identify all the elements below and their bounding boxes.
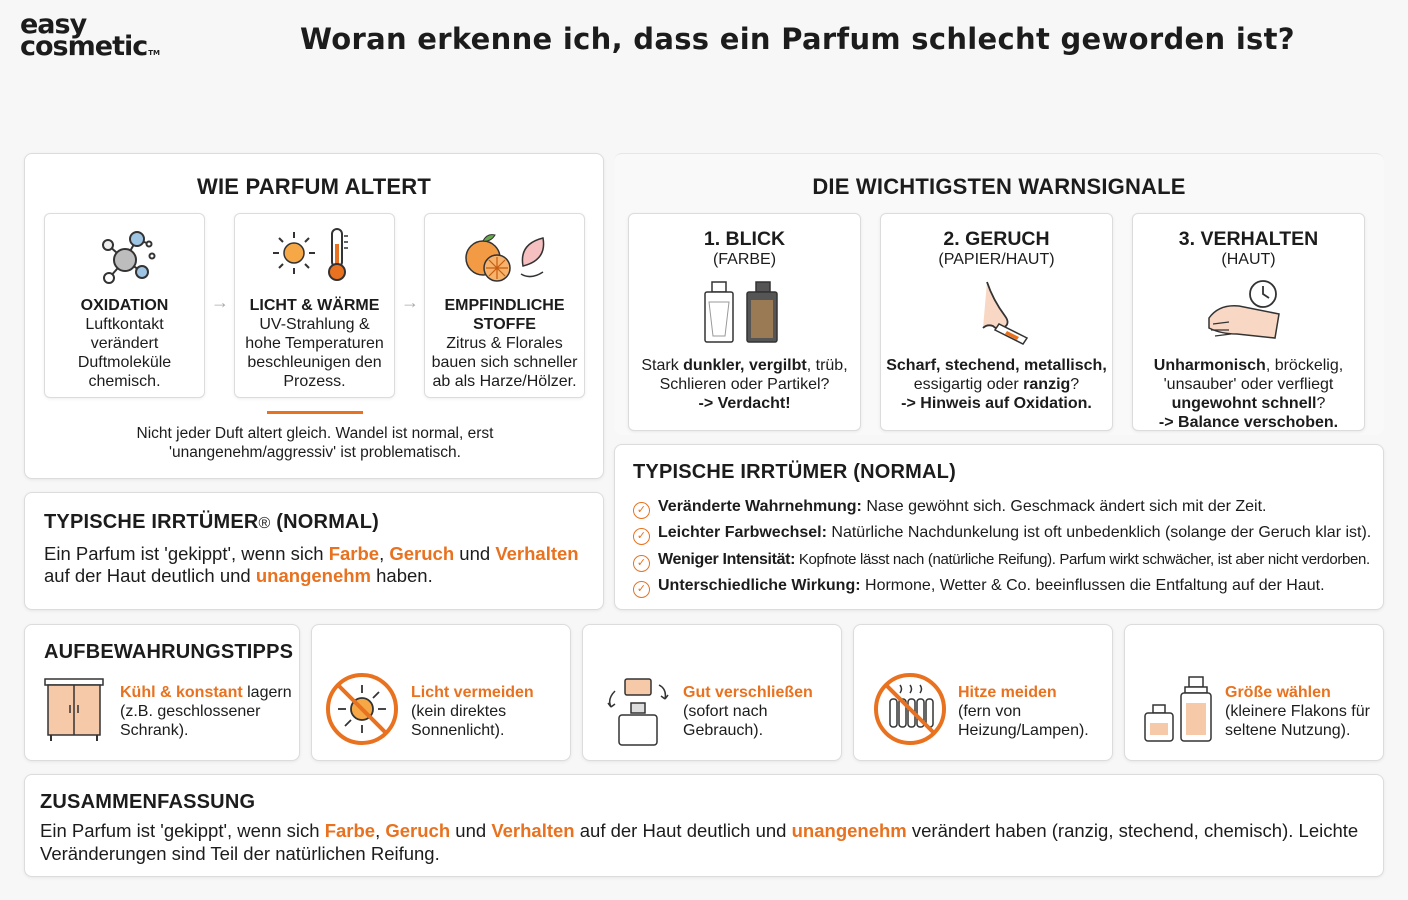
warning-smell-subtitle: (PAPIER/HAUT) bbox=[938, 251, 1055, 268]
storage-tip-close bbox=[582, 624, 842, 761]
warning-look-text: Schlieren oder Partikel? bbox=[659, 376, 830, 393]
warning-smell-bold: Scharf, stechend, metallisch, bbox=[886, 357, 1107, 374]
sensitive-title-2: STOFFE bbox=[473, 316, 536, 333]
warning-behavior-text: 'unsauber' oder verfliegt bbox=[1163, 376, 1334, 393]
summary-text-part: auf der Haut deutlich und bbox=[574, 820, 792, 841]
brand-logo bbox=[20, 9, 190, 70]
perfume-bottles-icon bbox=[702, 280, 782, 346]
tip-text-part: lagern bbox=[242, 684, 292, 701]
misconception-text: Kopfnote lässt nach (natürliche Reifung). Parfum wirkt schwächer, ist aber nicht verdorben. bbox=[795, 550, 1370, 568]
warning-behavior-bold: ungewohnt schnell bbox=[1171, 395, 1317, 412]
tip-key: Kühl & konstant bbox=[120, 684, 243, 701]
check-circle-icon: ✓ bbox=[633, 581, 650, 598]
tip-text bbox=[120, 683, 292, 740]
misconceptions-panel bbox=[614, 444, 1384, 610]
nose-blotter-icon bbox=[965, 278, 1035, 350]
list-item bbox=[633, 573, 1375, 599]
warning-card-behavior bbox=[1132, 213, 1365, 431]
logo-line-2: cosmetic bbox=[20, 31, 148, 62]
summary-panel bbox=[24, 774, 1384, 877]
tip-text-part: Gebrauch). bbox=[683, 722, 764, 739]
tip-text bbox=[958, 683, 1089, 740]
warning-behavior-text: , bröckelig, bbox=[1265, 357, 1344, 374]
tip-text-part: Sonnenlicht). bbox=[411, 722, 505, 739]
molecule-icon bbox=[90, 222, 160, 292]
definition-text-part: auf der Haut deutlich und bbox=[44, 565, 256, 586]
registered-mark: ® bbox=[258, 515, 271, 532]
tip-text bbox=[411, 683, 534, 740]
oxidation-text: Luftkontakt verändert Duftmoleküle chemisch. bbox=[77, 316, 172, 390]
warning-smell-verdict: -> Hinweis auf Oxidation. bbox=[901, 395, 1092, 412]
definition-heading-suffix: (NORMAL) bbox=[270, 511, 379, 533]
tip-text-part: (fern von bbox=[958, 703, 1022, 720]
warning-look-text: , trüb, bbox=[806, 357, 848, 374]
warning-smell-title: 2. GERUCH bbox=[943, 228, 1050, 250]
light-heat-text: UV-Strahlung & hohe Temperaturen beschleunigen den Prozess. bbox=[245, 316, 384, 390]
warning-card-smell bbox=[880, 213, 1113, 431]
aging-step-sensitive-substances bbox=[424, 213, 585, 398]
summary-text-part: und bbox=[450, 820, 492, 841]
misconception-label: Unterschiedliche Wirkung: bbox=[658, 576, 861, 594]
definition-text bbox=[44, 543, 579, 587]
warning-smell-bold: ranzig bbox=[1023, 376, 1071, 393]
misconceptions-heading: TYPISCHE IRRTÜMER (NORMAL) bbox=[633, 461, 956, 483]
keyword-farbe: Farbe bbox=[328, 543, 380, 564]
tip-text-part: Heizung/Lampen). bbox=[958, 722, 1089, 739]
summary-text-part: , bbox=[375, 820, 386, 841]
thermometer-icon bbox=[323, 226, 351, 282]
warning-look-title: 1. BLICK bbox=[703, 228, 786, 250]
tip-text-part: (kein direktes bbox=[411, 703, 507, 720]
aging-step-light-heat bbox=[234, 213, 395, 398]
storage-heading: AUFBEWAHRUNGSTIPPS bbox=[44, 641, 294, 663]
summary-heading: ZUSAMMENFASSUNG bbox=[40, 791, 256, 813]
citrus-flower-icon bbox=[461, 226, 551, 286]
warning-look-subtitle: (FARBE) bbox=[712, 251, 777, 268]
warning-behavior-text: ? bbox=[1316, 395, 1326, 412]
keyword-geruch: Geruch bbox=[385, 820, 451, 841]
warnings-heading: DIE WICHTIGSTEN WARNSIGNALE bbox=[812, 174, 1186, 199]
tip-text-part: Schrank). bbox=[120, 722, 189, 739]
warnings-panel bbox=[614, 153, 1384, 435]
check-circle-icon: ✓ bbox=[633, 502, 650, 519]
list-item bbox=[633, 494, 1375, 520]
cabinet-icon bbox=[43, 677, 105, 743]
no-heater-icon bbox=[872, 671, 948, 747]
tip-text-part: (kleinere Flakons für bbox=[1225, 703, 1370, 720]
misconception-label: Veränderte Wahrnehmung: bbox=[658, 498, 862, 515]
arrow-icon: → bbox=[401, 292, 419, 312]
keyword-farbe: Farbe bbox=[324, 820, 376, 841]
keyword-verhalten: Verhalten bbox=[495, 543, 579, 564]
warning-behavior-bold: Unharmonisch bbox=[1153, 357, 1266, 374]
definition-text-part: und bbox=[454, 543, 496, 564]
summary-text-part: verändert haben (ranzig, stechend, chemisch). Leichte bbox=[906, 820, 1359, 841]
arrow-icon: → bbox=[211, 292, 229, 312]
tip-key: Licht vermeiden bbox=[411, 684, 534, 701]
tip-key: Hitze meiden bbox=[958, 684, 1057, 701]
warning-look-bold: dunkler, vergilbt bbox=[683, 357, 807, 374]
warning-behavior-subtitle: (HAUT) bbox=[1221, 251, 1276, 268]
tip-text-part: seltene Nutzung). bbox=[1225, 722, 1351, 739]
keyword-unangenehm: unangenehm bbox=[791, 820, 907, 841]
tip-key: Gut verschließen bbox=[683, 684, 813, 701]
bottle-cap-icon bbox=[601, 671, 673, 747]
aging-heading: WIE PARFUM ALTERT bbox=[197, 174, 431, 199]
warning-look-verdict: -> Verdacht! bbox=[698, 395, 791, 412]
sensitive-text: Zitrus & Florales bauen sich schneller ab als Harze/Hölzer. bbox=[431, 335, 578, 390]
sun-icon bbox=[271, 230, 317, 276]
summary-text bbox=[40, 820, 1358, 865]
no-sun-icon bbox=[324, 671, 400, 747]
storage-tip-cool bbox=[24, 624, 300, 761]
tip-text bbox=[1225, 683, 1370, 740]
definition-heading bbox=[44, 511, 379, 534]
tip-text-part: (sofort nach bbox=[683, 703, 768, 720]
misconception-label: Weniger Intensität: bbox=[658, 550, 796, 568]
warning-behavior-verdict: -> Balance verschoben. bbox=[1158, 414, 1339, 431]
keyword-unangenehm: unangenehm bbox=[255, 565, 371, 586]
misconception-text: Natürliche Nachdunkelung ist oft unbedenklich (solange der Geruch klar ist). bbox=[826, 524, 1372, 542]
list-item bbox=[633, 520, 1375, 546]
definition-text-part: , bbox=[379, 543, 390, 564]
logo-trademark: TM bbox=[148, 49, 160, 57]
check-circle-icon: ✓ bbox=[633, 528, 650, 545]
keyword-geruch: Geruch bbox=[389, 543, 455, 564]
tip-text bbox=[683, 683, 813, 740]
definition-text-part: Ein Parfum ist 'gekippt', wenn sich bbox=[44, 543, 329, 564]
light-heat-title: LICHT & WÄRME bbox=[249, 297, 380, 314]
warning-smell-text: ? bbox=[1070, 376, 1080, 393]
misconception-text: Nase gewöhnt sich. Geschmack ändert sich mit der Zeit. bbox=[861, 498, 1267, 515]
storage-tip-size bbox=[1124, 624, 1384, 761]
aging-note: Nicht jeder Duft altert gleich. Wandel ist normal, erst 'unangenehm/aggressiv' ist problematisch. bbox=[136, 425, 494, 461]
definition-text-part: haben. bbox=[371, 565, 433, 586]
aging-step-oxidation bbox=[44, 213, 205, 398]
page-title: Woran erkenne ich, dass ein Parfum schlecht geworden ist? bbox=[300, 22, 1295, 56]
warning-behavior-title: 3. VERHALTEN bbox=[1178, 228, 1319, 250]
misconception-label: Leichter Farbwechsel: bbox=[658, 524, 827, 542]
check-circle-icon: ✓ bbox=[633, 555, 650, 572]
storage-tip-heat bbox=[853, 624, 1113, 761]
warning-card-look bbox=[628, 213, 861, 431]
definition-heading-text: TYPISCHE IRRTÜMER bbox=[44, 511, 259, 533]
wrist-clock-icon bbox=[1205, 278, 1295, 348]
warning-look-text: Stark bbox=[641, 357, 684, 374]
logo-line-1: easy bbox=[20, 9, 87, 40]
small-large-bottles-icon bbox=[1141, 673, 1221, 745]
aging-panel bbox=[24, 153, 604, 479]
storage-tip-light bbox=[311, 624, 571, 761]
tip-key: Größe wählen bbox=[1225, 684, 1331, 701]
warning-smell-text: essigartig oder bbox=[913, 376, 1024, 393]
tip-text-part: (z.B. geschlossener bbox=[120, 703, 261, 720]
misconception-text: Hormone, Wetter & Co. beeinflussen die Entfaltung auf der Haut. bbox=[860, 576, 1325, 594]
list-item bbox=[633, 547, 1375, 573]
definition-panel bbox=[24, 492, 604, 610]
sensitive-title-1: EMPFINDLICHE bbox=[444, 297, 565, 314]
summary-text-part: Ein Parfum ist 'gekippt', wenn sich bbox=[40, 820, 325, 841]
keyword-verhalten: Verhalten bbox=[491, 820, 575, 841]
oxidation-title: OXIDATION bbox=[80, 297, 169, 314]
accent-underline bbox=[267, 411, 363, 414]
misconceptions-list bbox=[633, 494, 1375, 599]
summary-text-part: Veränderungen sind Teil der natürlichen Reifung. bbox=[40, 842, 440, 864]
